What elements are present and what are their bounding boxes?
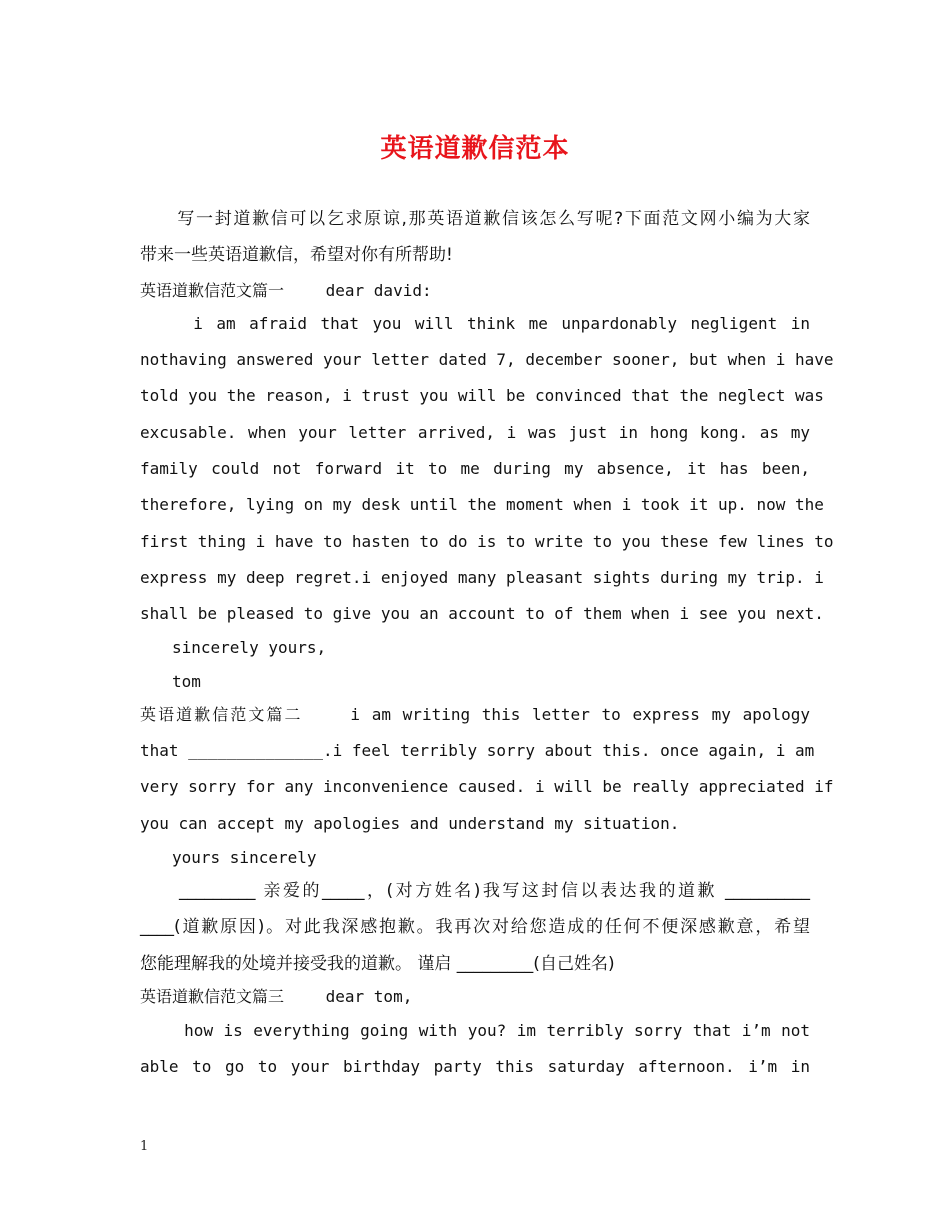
- page-number: 1: [140, 1139, 149, 1154]
- chinese-template-line: _________ 亲爱的_____，(对方姓名)我写这封信以表达我的道歉 __________: [140, 881, 810, 901]
- chinese-template-line: ____(道歉原因)。对此我深感抱歉。我再次对给您造成的任何不便深感歉意，希望: [140, 917, 810, 937]
- section-2-heading: 英语道歉信范文篇二 i am writing this letter to express my apology: [140, 705, 810, 724]
- letter-3-line: how is everything going with you? im terribly sorry that i’m not: [140, 1021, 810, 1040]
- letter-1-closing: sincerely yours,: [140, 638, 327, 657]
- letter-1-line: i am afraid that you will think me unpardonably negligent in: [140, 314, 810, 333]
- letter-2-line: very sorry for any inconvenience caused. i will be really appreciated if: [140, 777, 834, 796]
- letter-1-line: express my deep regret.i enjoyed many pleasant sights during my trip. i: [140, 568, 824, 587]
- letter-1-line: told you the reason, i trust you will be convinced that the neglect was: [140, 386, 824, 405]
- letter-1-line: family could not forward it to me during my absence, it has been,: [140, 459, 810, 478]
- letter-1-signature: tom: [140, 672, 201, 691]
- letter-1-line: excusable. when your letter arrived, i was just in hong kong. as my: [140, 423, 810, 442]
- intro-line-2: 带来一些英语道歉信，希望对你有所帮助!: [140, 245, 453, 265]
- page-title: 英语道歉信范本: [380, 134, 570, 164]
- letter-2-closing: yours sincerely: [140, 848, 317, 867]
- letter-1-line: first thing i have to hasten to do is to write to you these few lines to: [140, 532, 834, 551]
- letter-1-line: shall be pleased to give you an account to of them when i see you next.: [140, 604, 824, 623]
- letter-2-line: you can accept my apologies and understand my situation.: [140, 814, 680, 833]
- letter-1-line: nothaving answered your letter dated 7, december sooner, but when i have: [140, 350, 834, 369]
- letter-1-line: therefore, lying on my desk until the moment when i took it up. now the: [140, 495, 824, 514]
- letter-3-line: able to go to your birthday party this saturday afternoon. i’m in: [140, 1057, 810, 1076]
- intro-line-1: 写一封道歉信可以乞求原谅,那英语道歉信该怎么写呢?下面范文网小编为大家: [140, 209, 810, 229]
- section-1-heading: 英语道歉信范文篇一 dear david:: [140, 281, 432, 300]
- section-3-heading: 英语道歉信范文篇三 dear tom,: [140, 987, 413, 1006]
- letter-2-line: that ______________.i feel terribly sorry about this. once again, i am: [140, 741, 815, 760]
- chinese-template-line: 您能理解我的处境并接受我的道歉。 谨启 _________(自己姓名): [140, 954, 615, 974]
